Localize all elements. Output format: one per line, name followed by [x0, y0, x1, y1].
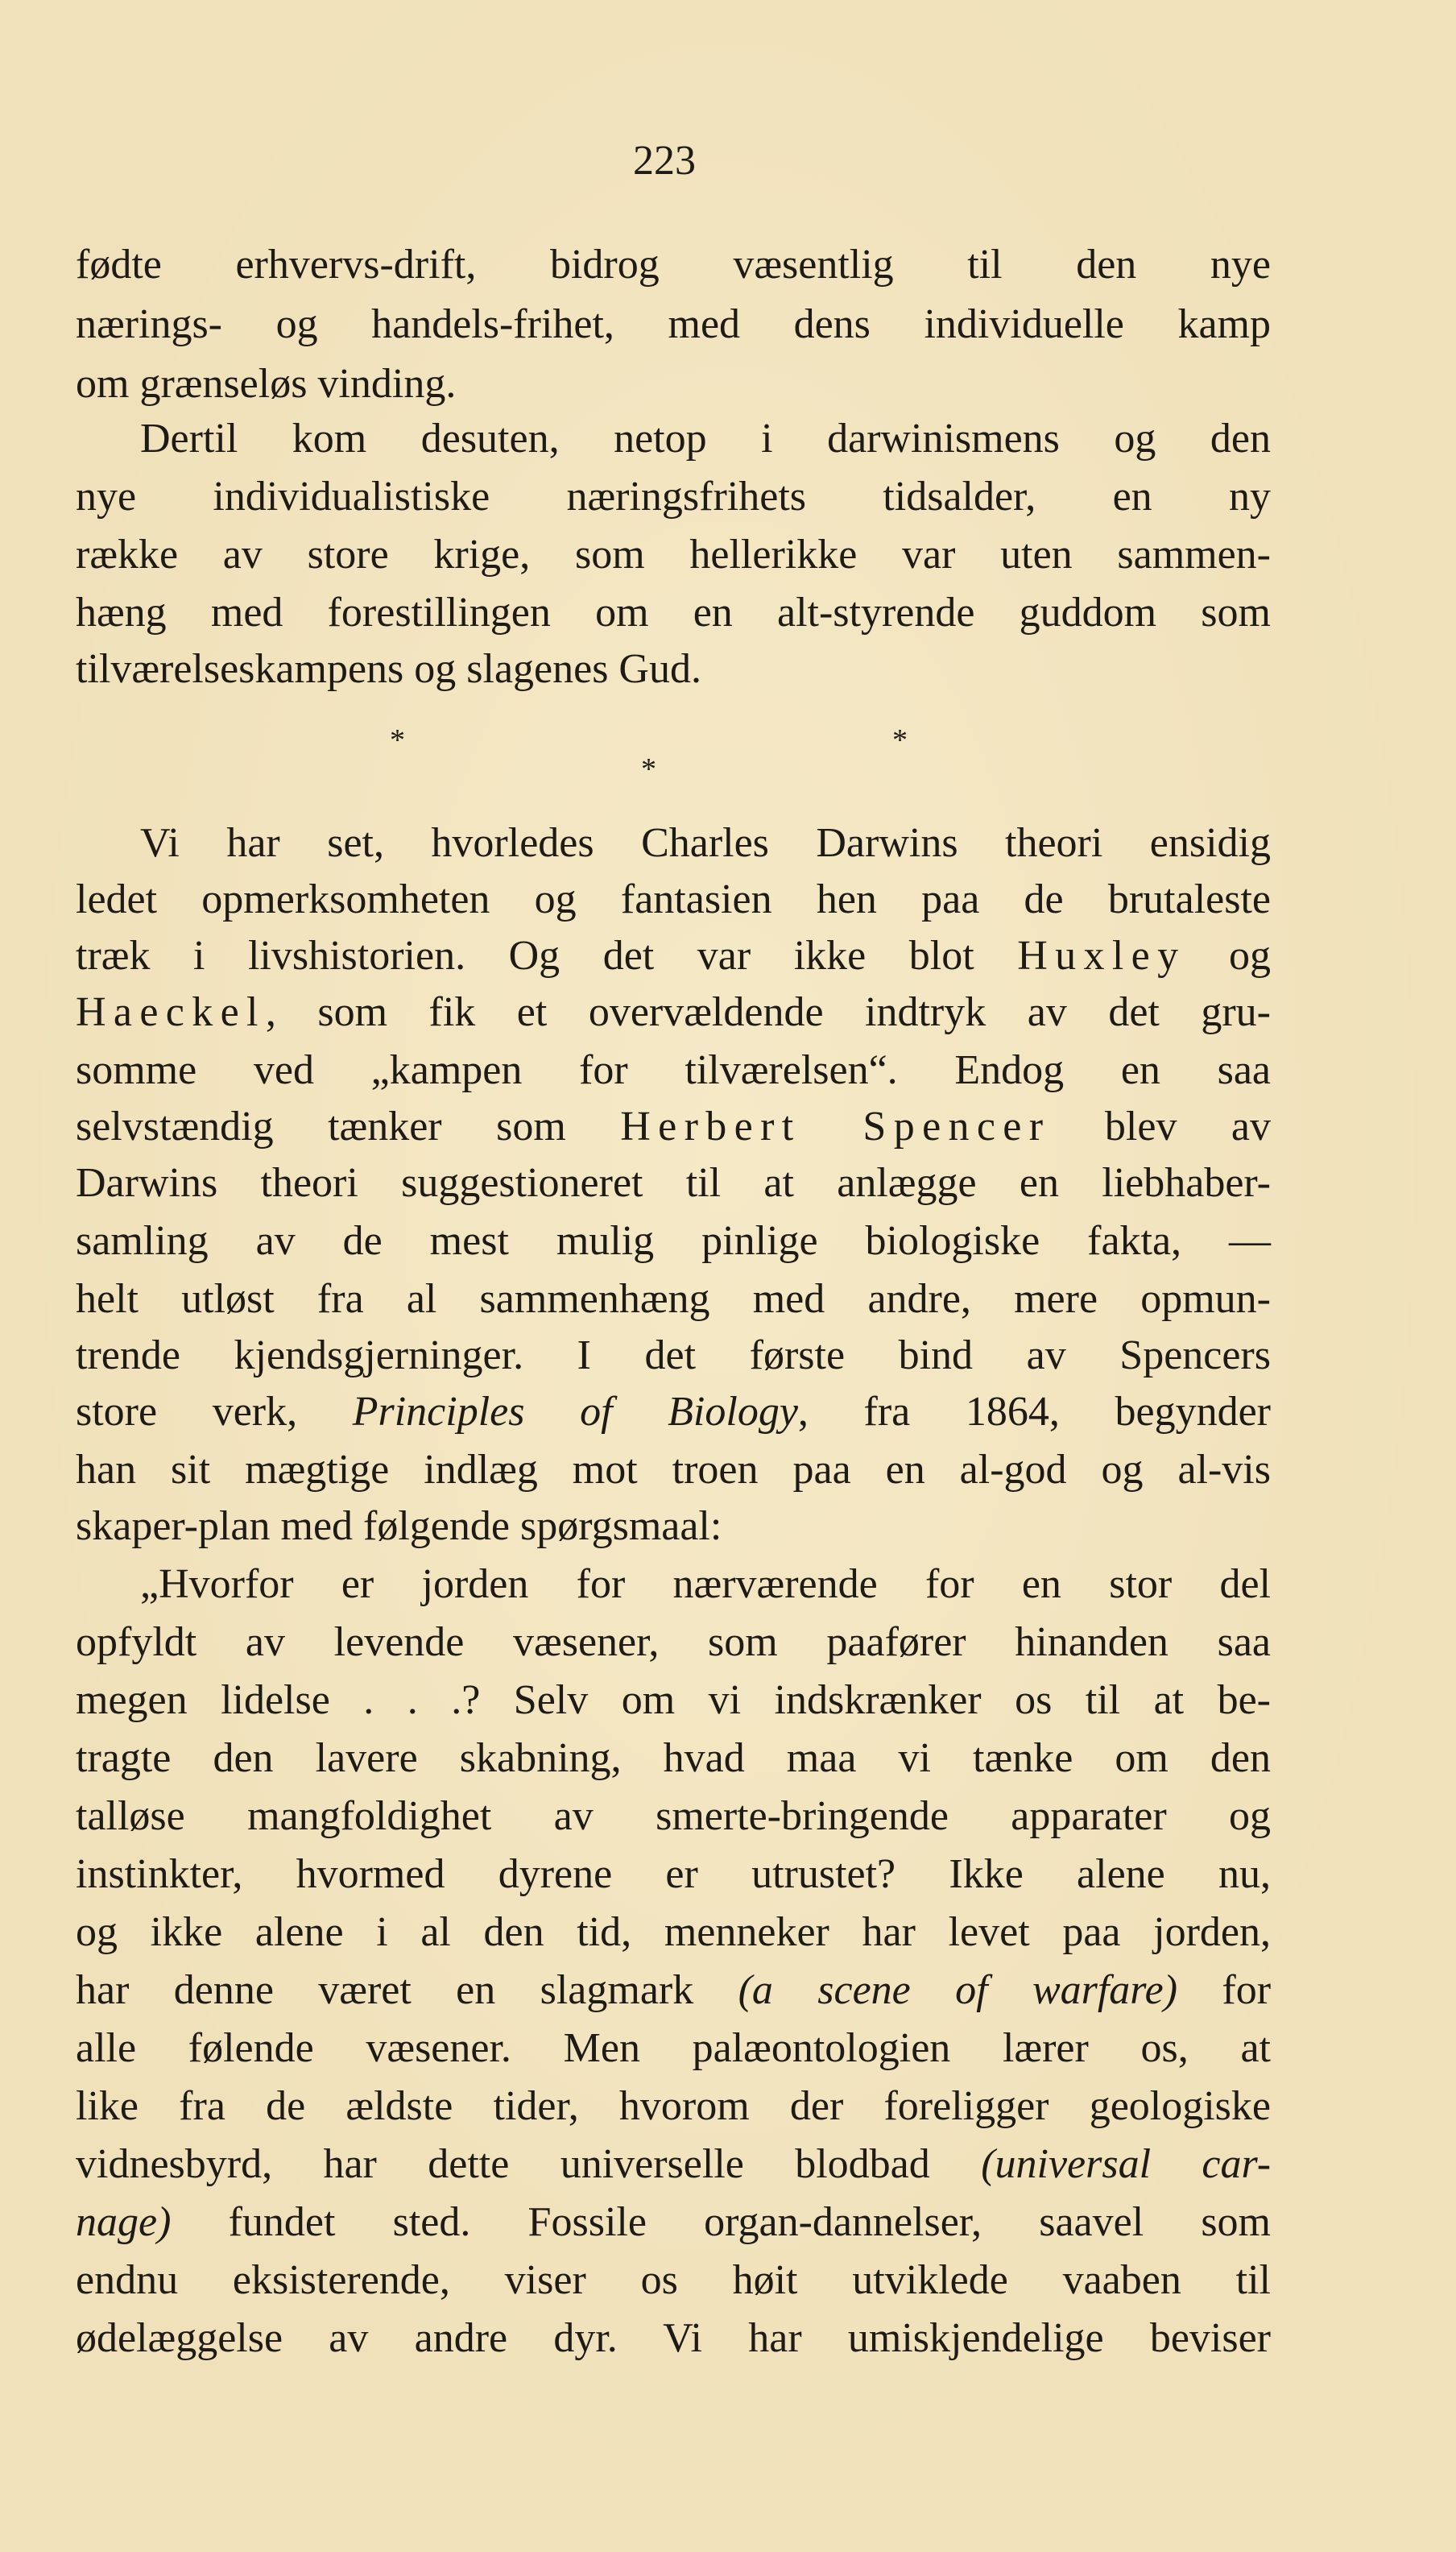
text-line: instinkter, hvormed dyrene er utrustet? Ikke alene nu,	[76, 1851, 1271, 1897]
text-line: like fra de ældste tider, hvorom der foreligger geologiske	[76, 2083, 1271, 2129]
text-line: trende kjendsgjerninger. I det første bind av Spencers	[76, 1332, 1271, 1378]
text-line: tilværelseskampens og slagenes Gud.	[76, 646, 701, 692]
text-line: helt utløst fra al sammenhæng med andre, mere opmun-	[76, 1276, 1271, 1322]
text-line: og ikke alene i al den tid, menneker har levet paa jorden,	[76, 1909, 1271, 1955]
text-segment: , som fik et overvældende indtryk av det gru-	[265, 989, 1271, 1035]
text-line: opfyldt av levende væsener, som paafører hinanden saa	[76, 1619, 1271, 1665]
text-line	[76, 2138, 1271, 2191]
asterism-star: *	[892, 723, 908, 757]
text-line: Darwins theori suggestioneret til at anlægge en liebhaber-	[76, 1160, 1271, 1206]
text-segment: selvstændig tænker som	[76, 1104, 566, 1150]
name-huxley: Huxley	[1017, 933, 1186, 979]
text-line: samling av de mest mulig pinlige biologiske fakta, —	[76, 1218, 1271, 1264]
text-segment: blev av	[1104, 1104, 1272, 1150]
text-segment: træk i livshistorien. Og det var ikke blot	[76, 933, 974, 979]
text-segment: , fra 1864, begynder	[797, 1389, 1271, 1435]
text-line: om grænseløs vinding.	[76, 361, 457, 407]
text-line: række av store krige, som hellerikke var uten sammen-	[76, 532, 1271, 578]
text-line: endnu eksisterende, viser os høit utviklede vaaben til	[76, 2257, 1271, 2303]
text-line: fødte erhvervs-drift, bidrog væsentlig til den nye	[76, 242, 1271, 288]
asterism-star: *	[390, 723, 405, 757]
text-segment: og	[1229, 933, 1272, 979]
text-line: skaper-plan med følgende spørgsmaal:	[76, 1503, 722, 1549]
italic-phrase: nage)	[76, 2199, 172, 2245]
text-segment: har denne været en slagmark	[76, 1967, 694, 2013]
text-line	[76, 1100, 1271, 1154]
text-line	[76, 1964, 1271, 2017]
text-line: tragte den lavere skabning, hvad maa vi tænke om den	[76, 1735, 1271, 1781]
italic-phrase: (universal car-	[981, 2141, 1272, 2187]
asterism-star: *	[641, 752, 656, 786]
book-title: Principles of Biology	[352, 1389, 798, 1435]
name-herbert-spencer: Herbert Spencer	[620, 1104, 1051, 1150]
text-segment: for	[1222, 1967, 1272, 2013]
text-line: megen lidelse . . .? Selv om vi indskrænker os til at be-	[76, 1677, 1271, 1723]
text-line	[76, 1386, 1271, 1439]
text-line: somme ved „kampen for tilværelsen“. Endog en saa	[76, 1047, 1271, 1093]
text-line: hæng med forestillingen om en alt-styrende guddom som	[76, 590, 1271, 636]
text-segment: vidnesbyrd, har dette universelle blodbad	[76, 2141, 930, 2187]
text-line: talløse mangfoldighet av smerte-bringende apparater og	[76, 1793, 1271, 1839]
page-number: 223	[633, 138, 696, 184]
text-segment: fundet sted. Fossile organ-dannelser, saavel som	[228, 2199, 1272, 2245]
text-line	[76, 2196, 1271, 2249]
name-haeckel: Haeckel	[76, 989, 266, 1035]
text-line: ledet opmerksomheten og fantasien hen paa de brutaleste	[76, 876, 1271, 922]
text-line	[76, 986, 1271, 1039]
text-segment: store verk,	[76, 1389, 298, 1435]
text-line: han sit mægtige indlæg mot troen paa en al-god og al-vis	[76, 1447, 1271, 1493]
text-line: ødelæggelse av andre dyr. Vi har umiskjendelige beviser	[76, 2315, 1271, 2361]
text-line: alle følende væsener. Men palæontologien lærer os, at	[76, 2025, 1271, 2071]
text-line: nye individualistiske næringsfrihets tidsalder, en ny	[76, 474, 1271, 520]
text-line: Dertil kom desuten, netop i darwinismens og den	[140, 416, 1271, 462]
text-line: Vi har set, hvorledes Charles Darwins theori ensidig	[140, 820, 1271, 866]
italic-phrase: (a scene of warfare)	[738, 1967, 1178, 2013]
section-break-asterism	[0, 709, 1456, 789]
text-line: „Hvorfor er jorden for nærværende for en stor del	[140, 1561, 1271, 1607]
text-line: nærings- og handels-frihet, med dens individuelle kamp	[76, 301, 1271, 347]
text-line	[76, 930, 1271, 983]
